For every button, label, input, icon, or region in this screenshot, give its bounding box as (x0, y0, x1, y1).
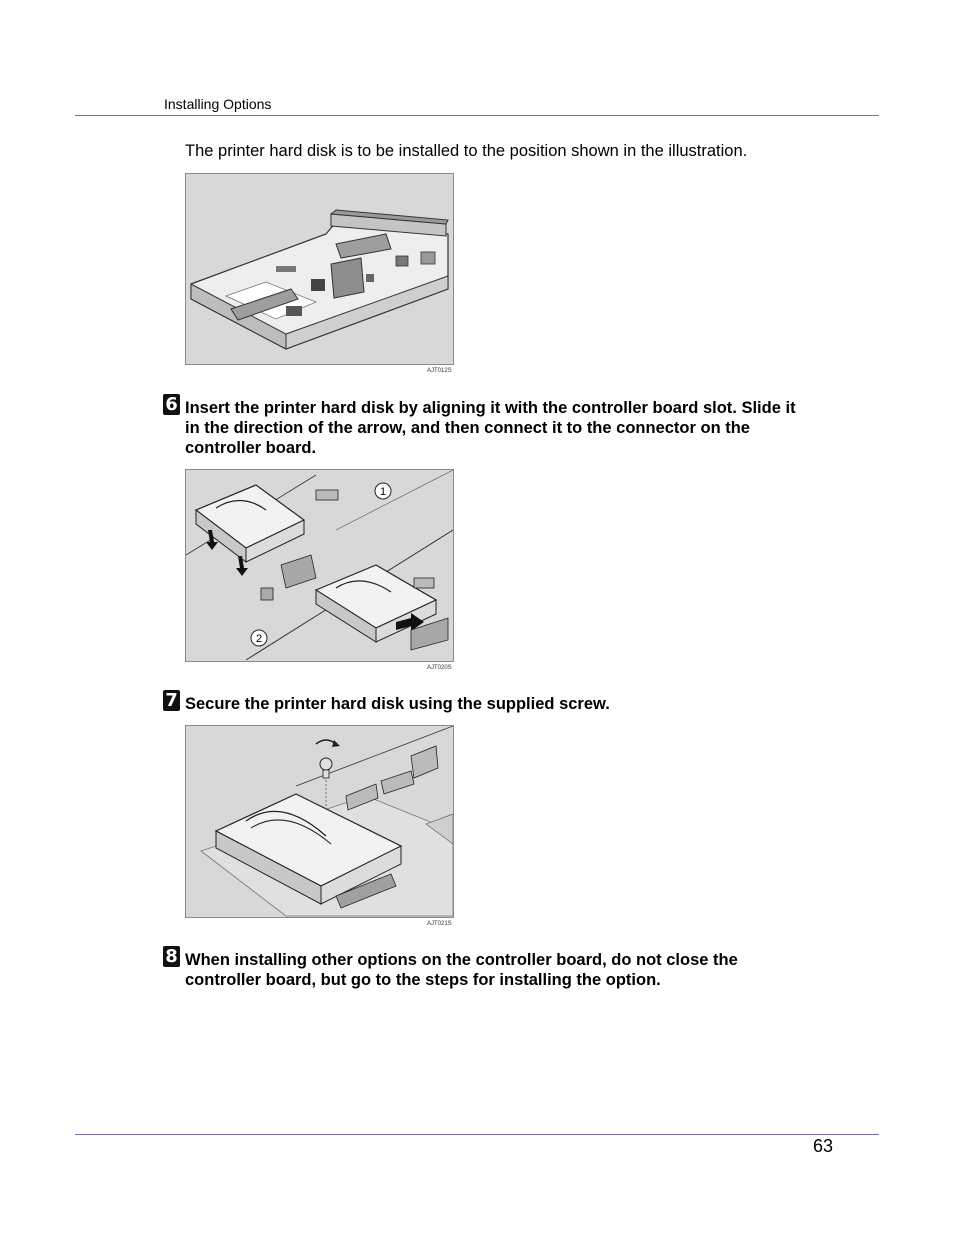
callout-1: 1 (379, 486, 387, 498)
step-7-text: Secure the printer hard disk using the supplied screw. (185, 695, 610, 713)
figure-secure-screw (185, 725, 454, 918)
header-rule (75, 115, 879, 116)
figure-code-2: AJT020S (427, 665, 452, 671)
footer-rule (75, 1134, 879, 1135)
step-8-text: When installing other options on the controller board, do not close the controller board, but go to the steps for installing the option. (185, 951, 738, 989)
page-number: 63 (813, 1136, 834, 1156)
figure-code-1: AJT012S (427, 368, 452, 374)
step-7-marker: 7 (163, 690, 180, 711)
figure-code-3: AJT021S (427, 921, 452, 927)
callout-2: 2 (255, 633, 263, 645)
intro-paragraph: The printer hard disk is to be installed to the position shown in the illustration. (185, 142, 748, 160)
step-8-marker: 8 (163, 946, 180, 967)
figure-controller-board (185, 173, 454, 365)
running-header: Installing Options (164, 96, 272, 112)
step-6-marker: 6 (163, 394, 180, 415)
step-6-text: Insert the printer hard disk by aligning it with the controller board slot. Slide it in the direction of the arrow, and then connect it to the connector on the controller board. (185, 399, 796, 457)
figure-insert-hard-disk (185, 469, 454, 662)
